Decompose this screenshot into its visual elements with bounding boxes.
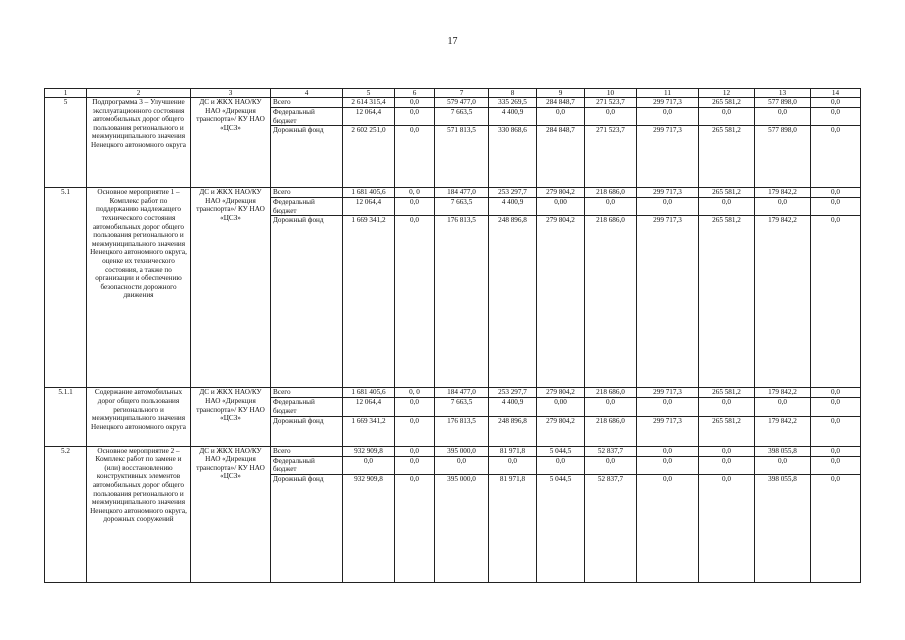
value-cell: 0,0 xyxy=(811,446,861,456)
value-cell: 0,0 xyxy=(395,108,435,126)
value-cell: 5 044,5 xyxy=(537,446,585,456)
value-cell: 81 971,8 xyxy=(489,446,537,456)
col-header: 11 xyxy=(637,89,699,98)
value-cell: 0,0 xyxy=(811,474,861,582)
value-cell: 0,0 xyxy=(755,456,811,474)
value-cell: 299 717,3 xyxy=(637,98,699,108)
value-cell: 4 400,9 xyxy=(489,398,537,416)
value-cell: 271 523,7 xyxy=(585,126,637,188)
value-cell: 265 581,2 xyxy=(699,388,755,398)
budget-table xyxy=(44,88,861,583)
value-cell: 0,0 xyxy=(395,98,435,108)
value-cell: 0,0 xyxy=(699,456,755,474)
value-cell: 0,0 xyxy=(585,456,637,474)
value-cell: 932 909,8 xyxy=(343,474,395,582)
value-cell: 0,0 xyxy=(489,456,537,474)
value-cell: 0, 0 xyxy=(395,388,435,398)
value-cell: 577 898,0 xyxy=(755,126,811,188)
value-cell: 0,0 xyxy=(811,198,861,216)
executor: ДС и ЖКХ НАО/КУ НАО «Дирекция транспорта»/ КУ НАО «ЦСЗ» xyxy=(191,188,271,388)
row-code: 5.1 xyxy=(45,188,87,388)
value-cell: 0,0 xyxy=(637,398,699,416)
value-cell: 279 804,2 xyxy=(537,416,585,446)
table-row xyxy=(45,388,861,398)
header-row xyxy=(45,89,861,98)
value-cell: 7 663,5 xyxy=(435,398,489,416)
value-cell: 0,0 xyxy=(811,98,861,108)
value-cell: 253 297,7 xyxy=(489,388,537,398)
value-cell: 265 581,2 xyxy=(699,188,755,198)
table-row xyxy=(45,98,861,108)
funding-source: Всего xyxy=(271,98,343,108)
value-cell: 52 837,7 xyxy=(585,474,637,582)
value-cell: 0,0 xyxy=(811,126,861,188)
value-cell: 179 842,2 xyxy=(755,216,811,388)
value-cell: 0,0 xyxy=(811,188,861,198)
value-cell: 0,0 xyxy=(585,108,637,126)
value-cell: 0,0 xyxy=(343,456,395,474)
activity-name: Основное мероприятие 2 – Комплекс работ по замене и (или) восстановлению конструктивных элементов автомобильных дорог общего пользования регионального и межмуниципального значения Ненецкого автономного округа, дорожных сооружений xyxy=(87,446,191,582)
value-cell: 1 681 405,6 xyxy=(343,388,395,398)
value-cell: 271 523,7 xyxy=(585,98,637,108)
value-cell: 184 477,0 xyxy=(435,188,489,198)
value-cell: 0,0 xyxy=(395,474,435,582)
value-cell: 0,0 xyxy=(395,398,435,416)
value-cell: 253 297,7 xyxy=(489,188,537,198)
value-cell: 279 804,2 xyxy=(537,388,585,398)
col-header: 5 xyxy=(343,89,395,98)
value-cell: 5 044,5 xyxy=(537,474,585,582)
value-cell: 299 717,3 xyxy=(637,388,699,398)
value-cell: 0,0 xyxy=(755,198,811,216)
value-cell: 12 064,4 xyxy=(343,108,395,126)
activity-name: Содержание автомобильных дорог общего пользования регионального и межмуниципального значения Ненецкого автономного округа xyxy=(87,388,191,446)
value-cell: 0,0 xyxy=(395,416,435,446)
value-cell: 932 909,8 xyxy=(343,446,395,456)
funding-source: Федеральный бюджет xyxy=(271,398,343,416)
value-cell: 218 686,0 xyxy=(585,388,637,398)
funding-source: Федеральный бюджет xyxy=(271,456,343,474)
col-header: 8 xyxy=(489,89,537,98)
value-cell: 184 477,0 xyxy=(435,388,489,398)
value-cell: 299 717,3 xyxy=(637,416,699,446)
value-cell: 1 669 341,2 xyxy=(343,216,395,388)
funding-source: Федеральный бюджет xyxy=(271,108,343,126)
value-cell: 299 717,3 xyxy=(637,126,699,188)
col-header: 3 xyxy=(191,89,271,98)
executor: ДС и ЖКХ НАО/КУ НАО «Дирекция транспорта»/ КУ НАО «ЦСЗ» xyxy=(191,388,271,446)
value-cell: 0,0 xyxy=(395,216,435,388)
table-row xyxy=(45,188,861,198)
value-cell: 0, 0 xyxy=(395,188,435,198)
value-cell: 265 581,2 xyxy=(699,98,755,108)
value-cell: 248 896,8 xyxy=(489,216,537,388)
value-cell: 398 055,8 xyxy=(755,446,811,456)
value-cell: 577 898,0 xyxy=(755,98,811,108)
col-header: 12 xyxy=(699,89,755,98)
value-cell: 0,0 xyxy=(755,398,811,416)
col-header: 6 xyxy=(395,89,435,98)
value-cell: 335 269,5 xyxy=(489,98,537,108)
row-code: 5.1.1 xyxy=(45,388,87,446)
value-cell: 2 602 251,0 xyxy=(343,126,395,188)
value-cell: 0,0 xyxy=(699,446,755,456)
value-cell: 0,0 xyxy=(637,474,699,582)
value-cell: 299 717,3 xyxy=(637,216,699,388)
value-cell: 176 813,5 xyxy=(435,216,489,388)
value-cell: 0,0 xyxy=(811,456,861,474)
funding-source: Всего xyxy=(271,388,343,398)
col-header: 4 xyxy=(271,89,343,98)
value-cell: 0,0 xyxy=(699,198,755,216)
row-code: 5.2 xyxy=(45,446,87,582)
value-cell: 0,0 xyxy=(699,474,755,582)
funding-source: Всего xyxy=(271,188,343,198)
value-cell: 0,00 xyxy=(537,198,585,216)
funding-source: Федеральный бюджет xyxy=(271,198,343,216)
value-cell: 0,0 xyxy=(435,456,489,474)
value-cell: 0,0 xyxy=(811,416,861,446)
value-cell: 0,0 xyxy=(811,398,861,416)
col-header: 7 xyxy=(435,89,489,98)
value-cell: 179 842,2 xyxy=(755,388,811,398)
executor: ДС и ЖКХ НАО/КУ НАО «Дирекция транспорта»/ КУ НАО «ЦСЗ» xyxy=(191,98,271,188)
value-cell: 299 717,3 xyxy=(637,188,699,198)
value-cell: 81 971,8 xyxy=(489,474,537,582)
value-cell: 279 804,2 xyxy=(537,188,585,198)
funding-source: Дорожный фонд xyxy=(271,474,343,582)
value-cell: 0,0 xyxy=(699,108,755,126)
row-code: 5 xyxy=(45,98,87,188)
funding-source: Дорожный фонд xyxy=(271,416,343,446)
value-cell: 218 686,0 xyxy=(585,416,637,446)
col-header: 13 xyxy=(755,89,811,98)
value-cell: 398 055,8 xyxy=(755,474,811,582)
value-cell: 0,0 xyxy=(699,398,755,416)
value-cell: 284 848,7 xyxy=(537,126,585,188)
value-cell: 395 000,0 xyxy=(435,474,489,582)
page-number: 17 xyxy=(447,36,458,47)
value-cell: 12 064,4 xyxy=(343,198,395,216)
value-cell: 12 064,4 xyxy=(343,398,395,416)
value-cell: 4 400,9 xyxy=(489,108,537,126)
value-cell: 0,00 xyxy=(537,398,585,416)
value-cell: 0,0 xyxy=(585,198,637,216)
value-cell: 176 813,5 xyxy=(435,416,489,446)
value-cell: 1 669 341,2 xyxy=(343,416,395,446)
value-cell: 218 686,0 xyxy=(585,216,637,388)
funding-source: Всего xyxy=(271,446,343,456)
activity-name: Подпрограмма 3 – Улучшение эксплуатационного состояния автомобильных дорог общего пользования регионального и межмуниципального значения Ненецкого автономного округа xyxy=(87,98,191,188)
value-cell: 7 663,5 xyxy=(435,198,489,216)
value-cell: 265 581,2 xyxy=(699,216,755,388)
value-cell: 218 686,0 xyxy=(585,188,637,198)
value-cell: 0,0 xyxy=(637,198,699,216)
value-cell: 0,0 xyxy=(811,216,861,388)
value-cell: 1 681 405,6 xyxy=(343,188,395,198)
value-cell: 0,0 xyxy=(585,398,637,416)
value-cell: 265 581,2 xyxy=(699,126,755,188)
activity-name: Основное мероприятие 1 – Комплекс работ по поддержанию надлежащего технического состояния автомобильных дорог общего пользования регионального и межмуниципального значения Ненецкого автономного округа, оценке их технического состояния, а также по организации и обеспечению безопасности дорожного движения xyxy=(87,188,191,388)
col-header: 1 xyxy=(45,89,87,98)
col-header: 10 xyxy=(585,89,637,98)
value-cell: 0,0 xyxy=(755,108,811,126)
value-cell: 4 400,9 xyxy=(489,198,537,216)
value-cell: 0,0 xyxy=(637,446,699,456)
table-row xyxy=(45,446,861,456)
value-cell: 0,0 xyxy=(395,456,435,474)
value-cell: 179 842,2 xyxy=(755,188,811,198)
col-header: 14 xyxy=(811,89,861,98)
value-cell: 2 614 315,4 xyxy=(343,98,395,108)
value-cell: 7 663,5 xyxy=(435,108,489,126)
value-cell: 265 581,2 xyxy=(699,416,755,446)
value-cell: 279 804,2 xyxy=(537,216,585,388)
value-cell: 0,0 xyxy=(537,456,585,474)
col-header: 2 xyxy=(87,89,191,98)
value-cell: 179 842,2 xyxy=(755,416,811,446)
col-header: 9 xyxy=(537,89,585,98)
value-cell: 571 813,5 xyxy=(435,126,489,188)
value-cell: 0,0 xyxy=(537,108,585,126)
value-cell: 395 000,0 xyxy=(435,446,489,456)
funding-source: Дорожный фонд xyxy=(271,216,343,388)
value-cell: 0,0 xyxy=(811,108,861,126)
value-cell: 0,0 xyxy=(395,446,435,456)
value-cell: 248 896,8 xyxy=(489,416,537,446)
value-cell: 330 868,6 xyxy=(489,126,537,188)
table-body xyxy=(45,98,861,583)
value-cell: 0,0 xyxy=(395,126,435,188)
value-cell: 284 848,7 xyxy=(537,98,585,108)
value-cell: 0,0 xyxy=(637,108,699,126)
value-cell: 52 837,7 xyxy=(585,446,637,456)
value-cell: 0,0 xyxy=(395,198,435,216)
executor: ДС и ЖКХ НАО/КУ НАО «Дирекция транспорта»/ КУ НАО «ЦСЗ» xyxy=(191,446,271,582)
value-cell: 579 477,0 xyxy=(435,98,489,108)
funding-source: Дорожный фонд xyxy=(271,126,343,188)
value-cell: 0,0 xyxy=(811,388,861,398)
value-cell: 0,0 xyxy=(637,456,699,474)
